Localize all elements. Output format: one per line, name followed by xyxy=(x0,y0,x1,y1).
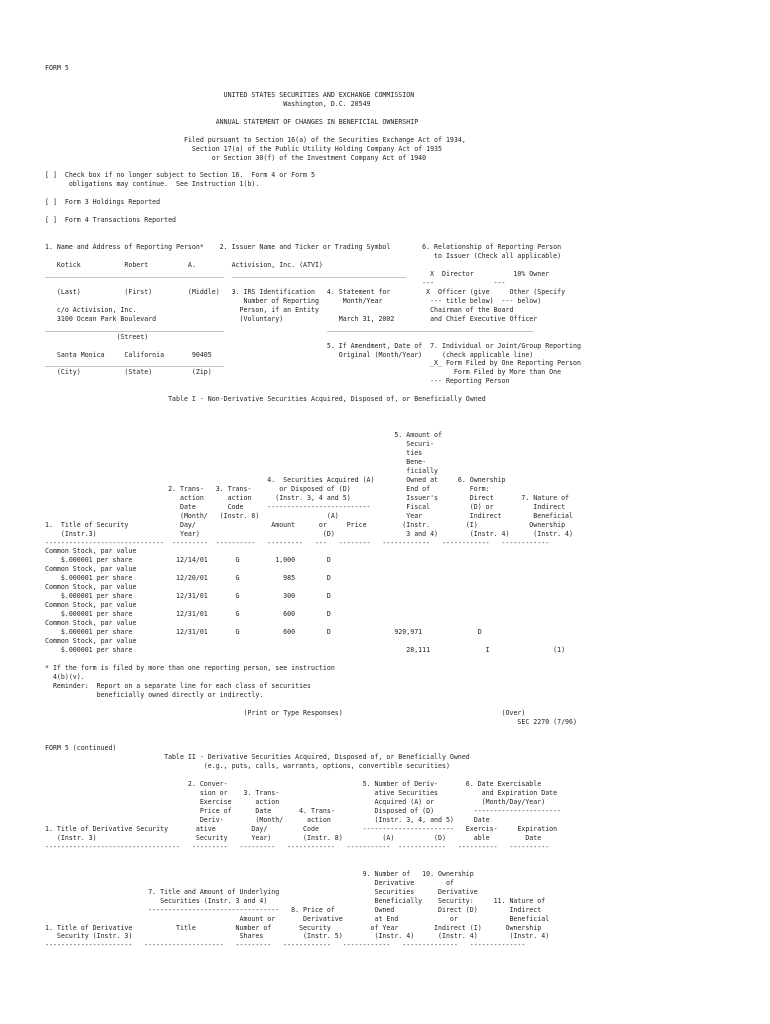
reporting-line: c/o Activision, Inc. Person, if an Entity Chairman of the Board xyxy=(45,305,514,314)
checkbox-no-longer-subject-note: obligations may continue. See Instruction 1(b). xyxy=(45,180,260,189)
table2-title: Table II - Derivative Securities Acquired, Disposed of, or Beneficially Owned xyxy=(164,753,470,762)
reporting-line: to Issuer (Check all applicable) xyxy=(45,252,562,261)
sec-number: SEC 2270 (7/96) xyxy=(517,717,577,726)
checkbox-form3-holdings[interactable]: [ ] Form 3 Holdings Reported xyxy=(45,198,161,207)
table1-header-line: ties xyxy=(45,448,423,457)
checkbox-no-longer-subject[interactable]: [ ] Check box if no longer subject to Section 16. Form 4 or Form 5 xyxy=(45,171,315,180)
reporting-line: 3100 Ocean Park Boulevard (Voluntary) March 31, 2002 and Chief Executive Officer xyxy=(45,314,538,323)
filed-pursuant-line-1: Filed pursuant to Section 16(a) of the Securities Exchange Act of 1934, xyxy=(183,135,466,144)
table2-header-line: 1. Title of Derivative Title Number of Security of Year Indirect (I) Ownership xyxy=(45,923,542,932)
over-label: (Over) xyxy=(501,708,526,717)
table-row: $.000001 per share 28,111 I (1) xyxy=(45,645,566,654)
table2-header-line: 1. Title of Derivative Security ative Day/ Code ----------------------- Exercis- Expiration xyxy=(45,825,558,834)
table2-header-line: Price of Date 4. Trans- Disposed of (D) ---------------------- xyxy=(45,807,562,816)
table2-header-line: Securities (Instr. 3 and 4) Beneficially Security: 11. Nature of xyxy=(45,896,546,905)
table-row: Common Stock, par value xyxy=(45,565,137,574)
form-title: ANNUAL STATEMENT OF CHANGES IN BENEFICIAL OWNERSHIP xyxy=(215,117,419,126)
table1-header-line: 2. Trans- 3. Trans- or Disposed of (D) End of Form: xyxy=(45,484,490,493)
table1-header-line: Bene- xyxy=(45,457,427,466)
table1-header-line: 4. Securities Acquired (A) Owned at 6. Ownership xyxy=(45,475,506,484)
filed-pursuant-line-3: or Section 30(f) of the Investment Company Act of 1940 xyxy=(211,153,427,162)
table2-header-line: sion or 3. Trans- ative Securities and Expiration Date xyxy=(45,789,558,798)
table1-header-line: (Month/ (Instr. 8) (A) Year Indirect Beneficial xyxy=(45,511,573,520)
reporting-line: (City) (State) (Zip) Form Filed by More than One xyxy=(45,368,562,377)
footnote: beneficially owned directly or indirectly. xyxy=(45,690,264,699)
table2-header-line: Derivative of xyxy=(45,878,454,887)
table2-header-line: 7. Title and Amount of Underlying Securities Derivative xyxy=(45,887,478,896)
table1-header-line: 5. Amount of xyxy=(45,431,442,440)
table2-header-line: Exercise action Acquired (A) or (Month/Day/Year) xyxy=(45,798,546,807)
reporting-line: Santa Monica California 90405 Original (Month/Year) (check applicable line) xyxy=(45,350,534,359)
table2-header-line: Amount or Derivative at End or Beneficial xyxy=(45,914,550,923)
reporting-line: (Street) xyxy=(45,332,149,341)
reporting-line: _____________________________________________ ____________________________________________ X Director 10% Owner xyxy=(45,269,550,278)
reporting-line: --- --- xyxy=(45,278,506,287)
form5-document xyxy=(45,64,581,950)
form-label: FORM 5 xyxy=(45,64,69,72)
table1-title: Table I - Non-Derivative Securities Acquired, Disposed of, or Beneficially Owned xyxy=(168,395,486,404)
table2-header-line: --------------------------------- 8. Price of Owned Direct (D) Indirect xyxy=(45,905,542,914)
reporting-line: (Last) (First) (Middle) 3. IRS Identification 4. Statement for X Officer (give Other (Specify xyxy=(45,287,566,296)
table2-header-line: Deriv- (Month/ action (Instr. 3, 4, and 5) Date xyxy=(45,816,490,825)
footnote: 4(b)(v). xyxy=(45,672,85,681)
reporting-line: _____________________________________________ _X_ Form Filed by One Reporting Person xyxy=(45,359,581,368)
table-row: Common Stock, par value xyxy=(45,583,137,592)
table-row: $.000001 per share 12/31/01 G 600 D 920,971 D xyxy=(45,628,482,637)
table2-header-rule: ---------------------- -------------------- --------- ------------ ------------ -------------- -------------- xyxy=(45,941,526,950)
table-row: Common Stock, par value xyxy=(45,619,137,628)
table2-header-line: Security (Instr. 3) Shares (Instr. 5) (Instr. 4) (Instr. 4) (Instr. 4) xyxy=(45,932,550,941)
reporting-line: 5. If Amendment, Date of 7. Individual or Joint/Group Reporting xyxy=(45,341,581,350)
filed-pursuant-line-2: Section 17(a) of the Public Utility Holding Company Act of 1935 xyxy=(191,144,442,153)
table2-header-line: 2. Conver- 5. Number of Deriv- 6. Date Exercisable xyxy=(45,780,542,789)
table1-header-line: action action (Instr. 3, 4 and 5) Issuer's Direct 7. Nature of xyxy=(45,493,570,502)
table1-header-line: (Instr.3) Year) (D) 3 and 4) (Instr. 4) (Instr. 4) xyxy=(45,529,573,538)
table2-subtitle: (e.g., puts, calls, warrants, options, convertible securities) xyxy=(203,762,450,771)
table-row: $.000001 per share 12/31/01 G 600 D xyxy=(45,610,331,619)
reporting-line: _____________________________________________ ____________________________________________________ xyxy=(45,323,534,332)
page2-label: FORM 5 (continued) xyxy=(45,744,117,753)
table1-header-line: Date Code -------------------------- Fiscal (D) or Indirect xyxy=(45,502,566,511)
table2-header-line: 9. Number of 10. Ownership xyxy=(45,869,474,878)
table2-header-line: (Instr. 3) Security Year) (Instr. 8) (A) (D) able Date xyxy=(45,833,542,842)
reporting-line: --- Reporting Person xyxy=(45,377,510,386)
table-row: Common Stock, par value xyxy=(45,601,137,610)
table1-header-line: Securi- xyxy=(45,440,435,449)
table1-header-rule: ------------------------------ --------- ---------- --------- --- -------- ------------ ------------ ------------ xyxy=(45,538,550,547)
table-row: $.000001 per share 12/14/01 G 1,000 D xyxy=(45,556,331,565)
footnote: Reminder: Report on a separate line for each class of securities xyxy=(45,681,311,690)
footnote: * If the form is filed by more than one reporting person, see instruction xyxy=(45,663,335,672)
reporting-person-headings: 1. Name and Address of Reporting Person* 2. Issuer Name and Ticker or Trading Symbol 6. Relationship of Reporting Person xyxy=(45,243,562,252)
table-row: Common Stock, par value xyxy=(45,637,137,645)
table-row: $.000001 per share 12/31/01 G 300 D xyxy=(45,592,331,601)
print-type-note: (Print or Type Responses) xyxy=(243,708,343,717)
table-row: Common Stock, par value xyxy=(45,547,137,556)
agency-name: UNITED STATES SECURITIES AND EXCHANGE COMMISSION xyxy=(223,90,415,99)
reporting-person-name: Kotick Robert A. Activision, Inc. (ATVI) xyxy=(45,260,323,269)
table1-header-line: 1. Title of Security Day/ Amount or Price (Instr. (I) Ownership xyxy=(45,520,566,529)
table1-header-line: ficially xyxy=(45,466,439,475)
table-row: $.000001 per share 12/20/01 G 985 D xyxy=(45,574,331,583)
reporting-line: Number of Reporting Month/Year --- title below) --- below) xyxy=(45,296,542,305)
agency-city: Washington, D.C. 20549 xyxy=(283,99,371,108)
checkbox-form4-transactions[interactable]: [ ] Form 4 Transactions Reported xyxy=(45,216,177,225)
table2-header-rule: ---------------------------------- --------- --------- ------------ ----------- ------------ ---------- ---------- xyxy=(45,842,550,851)
